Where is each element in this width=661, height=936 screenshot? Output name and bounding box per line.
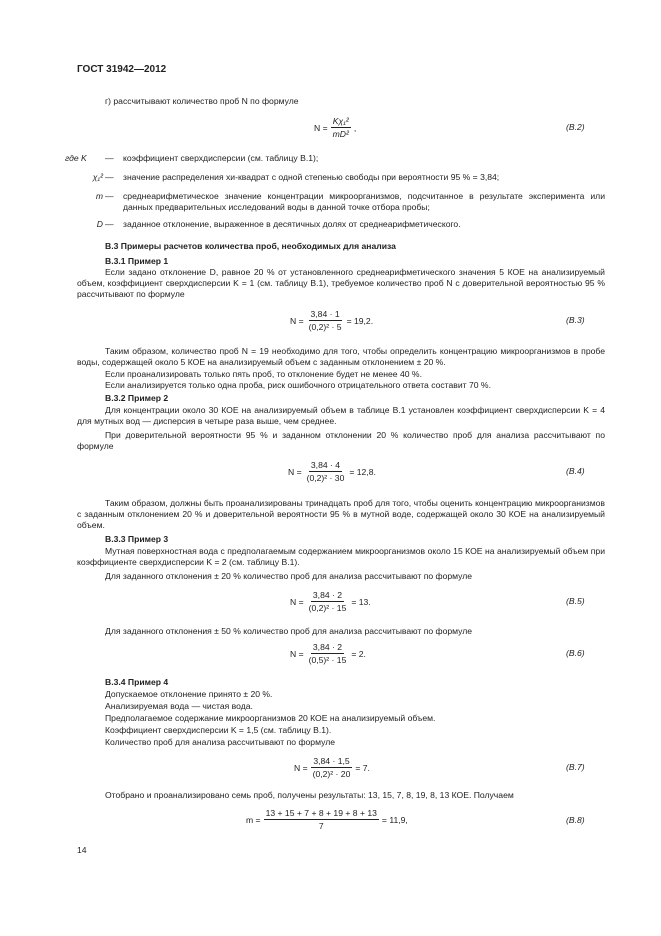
example-3-p2: Для заданного отклонения ± 20 % количество проб для анализа рассчитывают по формуле xyxy=(105,571,473,581)
example-2-p3: Таким образом, должны быть проанализированы тринадцать проб для того, чтобы оценить концентрацию микроорганизмов с заданным отклонением 20 % и доверительной вероятности 95 % в мутной воде, содержащей около 30 КОЕ на анализируемый объем. xyxy=(77,498,605,530)
formula-b5-label: (В.5) xyxy=(566,596,585,606)
formula-b6: N = $\frac{3,84 \cdot 2}{\text{(0,5)² · 15}}$ = 2. xyxy=(290,642,366,665)
example-4-l4: Коэффициент сверхдисперсии K = 1,5 (см. таблицу В.1). xyxy=(105,725,332,735)
formula-b2: N = $\frac{\text{Kχ₁²}}{\text{mD²}}$ , xyxy=(314,116,357,139)
example-3-p1: Мутная поверхностная вода с предполагаемым содержанием микроорганизмов около 15 КОЕ на анализируемый объем при коэффициенте сверхдисперсии K = 2 (см. таблицу В.1). xyxy=(77,546,605,567)
formula-b7: N = $\frac{3,84 \cdot 1,5}{\text{(0,2)² · 20}}$ = 7. xyxy=(294,756,370,779)
example-2-title: В.3.2 Пример 2 xyxy=(105,393,169,403)
section-b3-title: В.3 Примеры расчетов количества проб, необходимых для анализа xyxy=(105,241,396,251)
example-1-p3: Если проанализировать только пять проб, то отклонение будет не менее 40 %. xyxy=(105,369,422,379)
page-number: 14 xyxy=(77,845,87,855)
example-4-l5: Количество проб для анализа рассчитывают по формуле xyxy=(105,737,335,747)
example-2-p2: При доверительной вероятности 95 % и заданном отклонении 20 % количество проб для анализа рассчитывают по формуле xyxy=(77,430,605,451)
formula-b5: N = $\frac{3,84 \cdot 2}{\text{(0,2)² · 15}}$ = 13. xyxy=(290,590,371,613)
example-1-title: В.3.1 Пример 1 xyxy=(105,256,169,266)
example-4-l1: Допускаемое отклонение принято ± 20 %. xyxy=(105,689,273,699)
formula-b8-label: (В.8) xyxy=(566,815,585,825)
formula-b4-label: (В.4) xyxy=(566,466,585,476)
example-4-p1: Отобрано и проанализировано семь проб, получены результаты: 13, 15, 7, 8, 19, 8, 13 КОЕ. Получаем xyxy=(105,790,514,800)
example-4-l3: Предполагаемое содержание микроорганизмов 20 КОЕ на анализируемый объем. xyxy=(105,713,436,723)
example-3-p3: Для заданного отклонения ± 50 % количество проб для анализа рассчитывают по формуле xyxy=(105,626,473,636)
formula-b3-label: (В.3) xyxy=(566,315,585,325)
example-2-p1: Для концентрации около 30 КОЕ на анализируемый объем в таблице В.1 установлен коэффициент сверхдисперсии K = 4 для мутных вод — дисперсия в четыре раза выше, чем среднее. xyxy=(77,405,605,426)
example-4-l2: Анализируемая вода — чистая вода. xyxy=(105,701,253,711)
formula-b7-label: (В.7) xyxy=(566,762,585,772)
document-header: ГОСТ 31942—2012 xyxy=(77,64,167,75)
formula-b8: m = $\frac{13 + 15 + 7 + 8 + 19 + 8 + 13}{7}$ = 11,9, xyxy=(246,808,408,831)
formula-b2-label: (В.2) xyxy=(566,122,585,132)
example-1-p1: Если задано отклонение D, равное 20 % от установленного среднеарифметического значения 5 КОЕ на анализируемый объем, коэффициент сверхдисперсии K = 1 (см. таблицу В.1), требуемое количество проб N с доверительной вероятностью 95 % рассчитывают по формуле xyxy=(77,267,605,299)
example-3-title: В.3.3 Пример 3 xyxy=(105,534,169,544)
example-1-p2: Таким образом, количество проб N = 19 необходимо для того, чтобы определить концентрацию микроорганизмов в пробе воды, содержащей около 5 КОЕ на анализируемый объем с заданным отклонением ± 20 %. xyxy=(77,346,605,367)
formula-b3: N = $\frac{3,84 \cdot 1}{\text{(0,2)² · 5}}$ = 19,2. xyxy=(290,309,374,332)
intro-text: г) рассчитывают количество проб N по формуле xyxy=(105,96,299,106)
example-4-title: В.3.4 Пример 4 xyxy=(105,677,169,687)
formula-b4: N = $\frac{3,84 \cdot 4}{\text{(0,2)² · 30}}$ = 12,8. xyxy=(288,460,376,483)
example-1-p4: Если анализируется только одна проба, риск ошибочного отрицательного ответа составит 70 %. xyxy=(105,380,491,390)
formula-b6-label: (В.6) xyxy=(566,648,585,658)
